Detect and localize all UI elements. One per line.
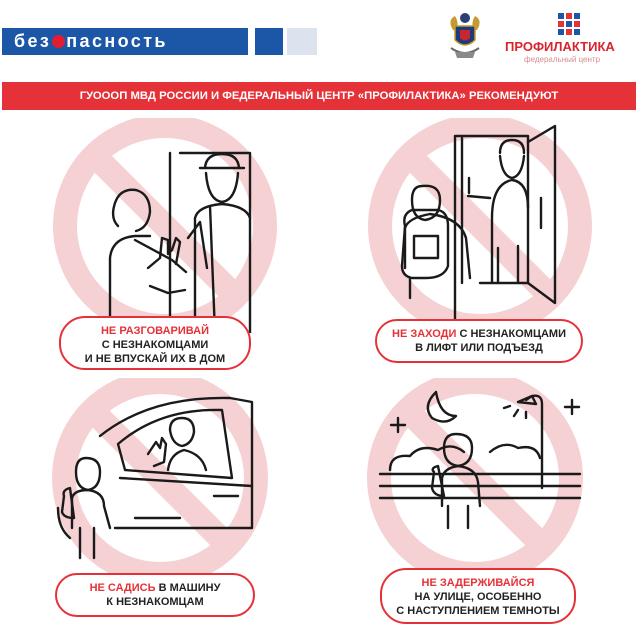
caption-line: НА УЛИЦЕ, ОСОБЕННО	[414, 591, 542, 603]
scene-car	[0, 378, 320, 578]
caption-rest: В МАШИНУ	[155, 582, 221, 594]
caption-dont-get-in-car	[55, 573, 255, 617]
partner-title: ПРОФИЛАКТИКА	[505, 39, 615, 54]
caption-dont-linger	[380, 568, 576, 624]
caption-line: К НЕЗНАКОМЦАМ	[106, 596, 204, 608]
caption-line: С НЕЗНАКОМЦАМИ	[101, 339, 209, 351]
profilaktika-logo-icon	[556, 11, 582, 37]
brand-left-text: без	[14, 31, 52, 51]
scene-street-night	[340, 378, 638, 578]
caption-dont-talk	[59, 316, 251, 370]
caption-dont-enter	[375, 319, 583, 363]
caption-line: И НЕ ВПУСКАЙ ИХ В ДОМ	[84, 353, 226, 365]
scene-elevator	[340, 118, 638, 333]
caption-rest: С НЕЗНАКОМЦАМИ	[456, 328, 566, 340]
caption-highlight: НЕ ЗАХОДИ	[392, 328, 457, 340]
brand-o-icon	[52, 35, 65, 48]
brand-right-text: пасность	[66, 31, 168, 51]
banner-text: ГУОООП МВД РОССИИ И ФЕДЕРАЛЬНЫЙ ЦЕНТР «ПРОФИЛАКТИКА» РЕКОМЕНДУЮТ	[79, 90, 559, 102]
scene-door-stranger	[0, 118, 320, 333]
prohibition-sign-icon	[65, 126, 265, 326]
decor-square-blue	[255, 28, 283, 55]
caption-highlight: НЕ ЗАДЕРЖИВАЙСЯ	[421, 577, 535, 589]
caption-highlight: НЕ САДИСЬ	[89, 582, 156, 594]
caption-line: С НАСТУПЛЕНИЕМ ТЕМНОТЫ	[396, 605, 560, 617]
caption-highlight: НЕ РАЗГОВАРИВАЙ	[100, 325, 210, 337]
decor-square-light	[287, 28, 317, 55]
caption-line: В ЛИФТ ИЛИ ПОДЪЕЗД	[415, 342, 543, 354]
partner-subtitle: федеральный центр	[524, 55, 601, 64]
brand-logo-text	[14, 28, 168, 55]
police-emblem-icon	[445, 10, 485, 62]
